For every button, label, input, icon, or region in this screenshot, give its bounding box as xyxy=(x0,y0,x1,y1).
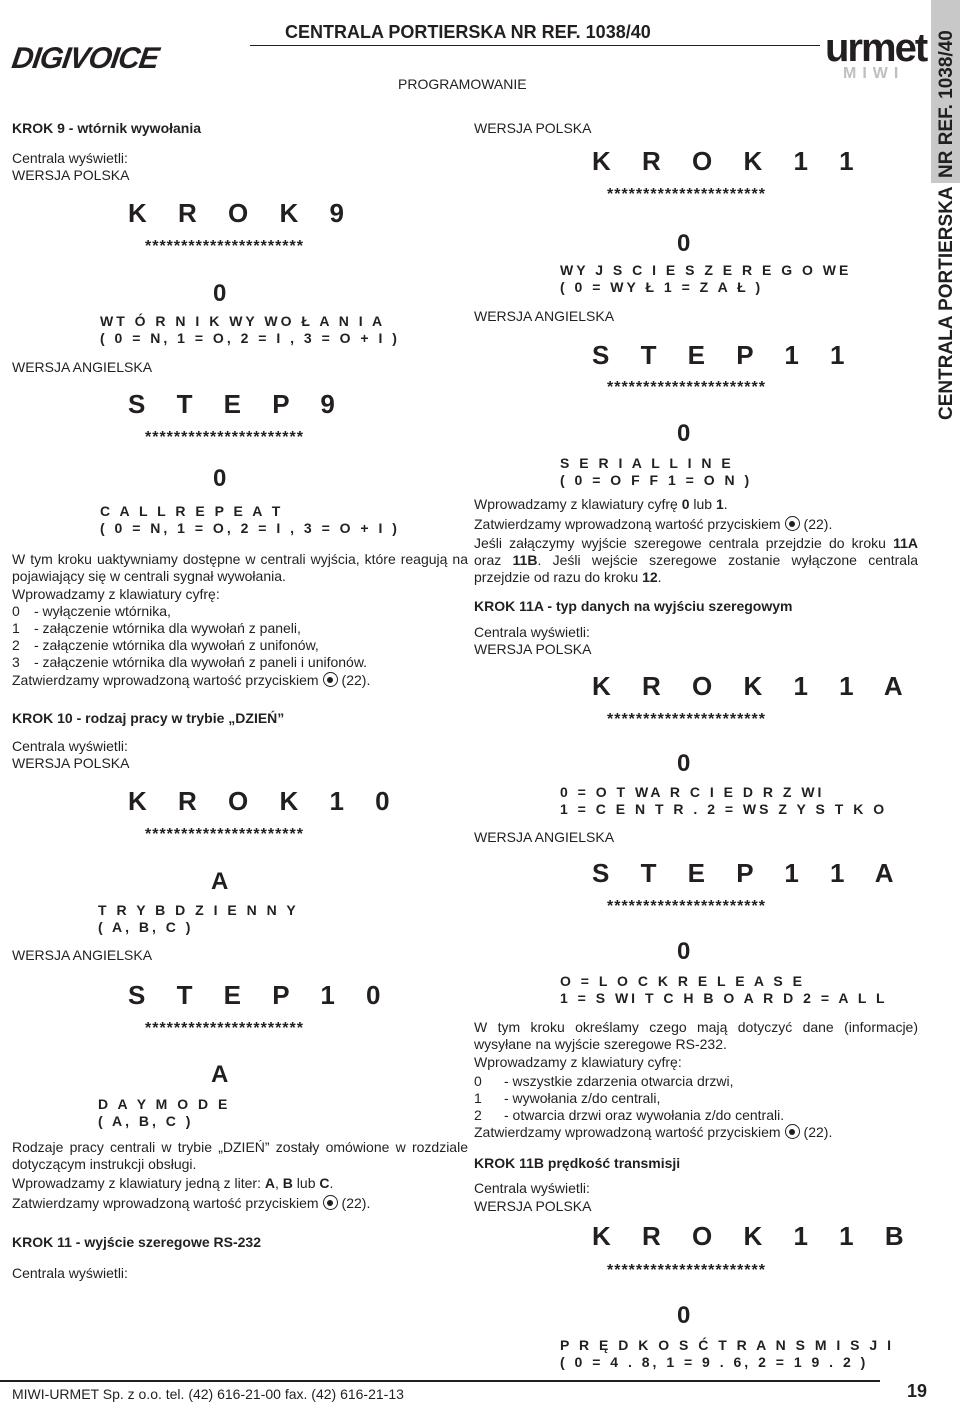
k11-desc-step-12: 12 xyxy=(642,569,658,585)
k11-enter-end: . xyxy=(723,496,728,512)
list-item xyxy=(474,1107,784,1124)
k11b-pl-line1: P R Ę D K O S Ć T R A N S M I S J I xyxy=(560,1337,894,1353)
k10-en-display-title: S T E P 1 0 xyxy=(128,980,393,1010)
k11b-display-label: Centrala wyświetli: xyxy=(474,1180,590,1196)
k11a-en-value: 0 xyxy=(677,938,691,965)
digivoice-logo: DIGIVOICE xyxy=(9,42,161,75)
confirm-text: Zatwierdzamy wprowadzoną wartość przyciskiem xyxy=(12,1195,319,1211)
confirm-button-icon xyxy=(323,672,338,687)
k9-pl-value: 0 xyxy=(213,280,227,307)
k10-pl-value: A xyxy=(211,868,229,895)
k11-desc-text-3: . Jeśli wejście szeregowe zostanie wyłączone centrala przejdzie od razu do kroku xyxy=(474,552,918,585)
list-item-number: 0 xyxy=(12,603,20,619)
k9-en-display-title: S T E P 9 xyxy=(128,389,347,419)
k10-version-pl: WERSJA POLSKA xyxy=(12,755,130,771)
list-item xyxy=(12,654,367,671)
k11-en-value: 0 xyxy=(677,420,691,447)
side-product-label: CENTRALA PORTIERSKA xyxy=(936,186,957,420)
k11-desc-step-11b: 11B xyxy=(512,552,538,568)
footer-divider xyxy=(0,1380,880,1382)
list-item xyxy=(12,603,367,620)
list-item xyxy=(474,1073,784,1090)
k10-pl-display-title: K R O K 1 0 xyxy=(128,786,402,816)
k10-en-value: A xyxy=(211,1061,229,1088)
confirm-text: Zatwierdzamy wprowadzoną wartość przyciskiem xyxy=(12,672,319,688)
list-item-text: - załączenie wtórnika dla wywołań z paneli, xyxy=(34,620,301,636)
k11-en-line1: S E R I A L L I N E xyxy=(560,455,734,471)
k9-pl-stars: ********************** xyxy=(145,238,304,255)
k9-en-value: 0 xyxy=(213,465,227,492)
k11b-pl-stars: ********************** xyxy=(607,1262,766,1279)
k11-desc-text-4: . xyxy=(657,569,662,585)
k9-version-en: WERSJA ANGIELSKA xyxy=(12,359,153,375)
k11-option-0: 0 xyxy=(681,496,690,512)
k9-heading: KROK 9 - wtórnik wywołania xyxy=(12,120,202,136)
confirm-text: Zatwierdzamy wprowadzoną wartość przyciskiem xyxy=(474,1124,781,1140)
k10-pl-line2: ( A, B, C ) xyxy=(98,919,194,935)
k11b-heading: KROK 11B prędkość transmisji xyxy=(474,1155,681,1171)
k11-desc-text-1: Jeśli załączymy wyjście szeregowe centrala przejdzie do kroku xyxy=(474,535,886,551)
side-ref-label: NR REF. 1038/40 xyxy=(936,30,957,178)
k11-version-en: WERSJA ANGIELSKA xyxy=(474,308,615,324)
k11b-pl-value: 0 xyxy=(677,1302,691,1329)
list-item xyxy=(12,620,367,637)
k10-description: Rodzaje pracy centrali w trybie „DZIEŃ” zostały omówione w rozdziale dotyczącym instrukcji obsługi. xyxy=(12,1139,468,1172)
k11-desc-text-2: oraz xyxy=(474,552,502,568)
k11a-en-display-title: S T E P 1 1 A xyxy=(592,858,906,888)
list-item-number: 2 xyxy=(474,1107,482,1123)
k10-display-label: Centrala wyświetli: xyxy=(12,738,128,754)
k11-en-stars: ********************** xyxy=(607,379,766,396)
urmet-logo xyxy=(825,26,927,84)
k11-confirm xyxy=(474,516,832,533)
k10-en-line1: D A Y M O D E xyxy=(98,1096,231,1112)
k11-version-pl: WERSJA POLSKA xyxy=(474,120,592,136)
footer-contact: MIWI-URMET Sp. z o.o. tel. (42) 616-21-00 fax. (42) 616-21-13 xyxy=(12,1386,404,1402)
page-title: CENTRALA PORTIERSKA NR REF. 1038/40 xyxy=(285,22,651,42)
k11b-pl-display-title: K R O K 1 1 B xyxy=(592,1221,916,1251)
confirm-button-icon xyxy=(785,516,800,531)
k11-pl-line1: WY J S C I E S Z E R E G O WE xyxy=(560,262,852,278)
k10-version-en: WERSJA ANGIELSKA xyxy=(12,947,153,963)
list-item-number: 3 xyxy=(12,654,20,670)
confirm-button-icon xyxy=(323,1195,338,1210)
list-item-text: - wyłączenie wtórnika, xyxy=(34,603,171,619)
list-item-number: 1 xyxy=(12,620,20,636)
list-item-number: 0 xyxy=(474,1073,482,1089)
k11a-pl-line2: 1 = C E N T R . 2 = WS Z Y S T K O xyxy=(560,801,888,817)
k11-pl-display-title: K R O K 1 1 xyxy=(592,146,866,176)
k11a-version-pl: WERSJA POLSKA xyxy=(474,641,592,657)
k11-enter-text: Wprowadzamy z klawiatury cyfrę xyxy=(474,496,678,512)
k9-pl-display-title: K R O K 9 xyxy=(128,198,356,228)
k11a-enter-instruction: Wprowadzamy z klawiatury cyfrę: xyxy=(474,1054,682,1070)
k11a-en-line2: 1 = S WI T C H B O A R D 2 = A L L xyxy=(560,990,888,1006)
k9-pl-line2: ( 0 = N, 1 = O, 2 = I , 3 = O + I ) xyxy=(100,330,400,346)
k10-en-line2: ( A, B, C ) xyxy=(98,1113,194,1129)
confirm-button-number: (22). xyxy=(341,672,371,688)
k11-en-line2: ( 0 = O F F 1 = O N ) xyxy=(560,472,753,488)
k10-enter-text: Wprowadzamy z klawiatury jedną z liter: xyxy=(12,1175,261,1191)
k11-pl-line2: ( 0 = WY Ł 1 = Z A Ł ) xyxy=(560,279,764,295)
k11-option-1: 1 xyxy=(715,496,724,512)
k11a-pl-line1: 0 = O T WA R C I E D R Z WI xyxy=(560,784,825,800)
k10-enter-or: lub xyxy=(296,1175,316,1191)
page-number: 19 xyxy=(907,1381,928,1401)
k10-pl-line1: T R Y B D Z I E N N Y xyxy=(98,902,299,918)
k11a-version-en: WERSJA ANGIELSKA xyxy=(474,829,615,845)
k10-enter-instruction xyxy=(12,1175,333,1192)
k10-en-stars: ********************** xyxy=(145,1020,304,1037)
k11a-pl-stars: ********************** xyxy=(607,711,766,728)
k10-option-b: B xyxy=(282,1175,293,1191)
k11-enter-instruction xyxy=(474,496,728,513)
confirm-button-number: (22). xyxy=(803,516,833,532)
miwi-logo-text: MIWI xyxy=(843,65,905,82)
k11b-pl-line2: ( 0 = 4 . 8, 1 = 9 . 6, 2 = 1 9 . 2 ) xyxy=(560,1354,869,1370)
k11a-display-label: Centrala wyświetli: xyxy=(474,624,590,640)
k10-enter-sep: , xyxy=(275,1175,279,1191)
k9-description: W tym kroku uaktywniamy dostępne w centrali wyjścia, które reagują na pojawiający się w centrali sygnał wywołania. xyxy=(12,551,468,584)
list-item-number: 1 xyxy=(474,1090,482,1106)
k11a-confirm xyxy=(474,1124,832,1141)
k9-options-list xyxy=(12,603,367,671)
k11-enter-or: lub xyxy=(693,496,713,512)
list-item-text: - wszystkie zdarzenia otwarcia drzwi, xyxy=(504,1073,734,1089)
k11-pl-stars: ********************** xyxy=(607,186,766,203)
k11-desc-step-11a: 11A xyxy=(893,535,919,551)
k9-en-line1: C A L L R E P E A T xyxy=(100,503,284,519)
confirm-text: Zatwierdzamy wprowadzoną wartość przyciskiem xyxy=(474,516,781,532)
k9-confirm xyxy=(12,672,370,689)
k10-enter-end: . xyxy=(329,1175,334,1191)
k10-option-a: A xyxy=(264,1175,275,1191)
k10-heading: KROK 10 - rodzaj pracy w trybie „DZIEŃ” xyxy=(12,710,285,726)
list-item-text: - załączenie wtórnika dla wywołań z paneli i unifonów. xyxy=(34,654,368,670)
k10-confirm xyxy=(12,1195,370,1212)
list-item xyxy=(474,1090,784,1107)
list-item-text: - otwarcia drzwi oraz wywołania z/do centrali. xyxy=(504,1107,785,1123)
urmet-logo-text: urmet xyxy=(825,26,927,70)
k11-en-display-title: S T E P 1 1 xyxy=(592,340,857,370)
list-item-number: 2 xyxy=(12,637,20,653)
k9-en-line2: ( 0 = N, 1 = O, 2 = I , 3 = O + I ) xyxy=(100,520,400,536)
k11a-pl-display-title: K R O K 1 1 A xyxy=(592,671,915,701)
k11a-options-list xyxy=(474,1073,784,1124)
list-item-text: - załączenie wtórnika dla wywołań z unifonów, xyxy=(34,637,319,653)
k11a-en-stars: ********************** xyxy=(607,898,766,915)
k9-pl-line1: WT Ó R N I K WY WO Ł A N I A xyxy=(100,313,386,329)
header-divider xyxy=(250,45,820,46)
k10-pl-stars: ********************** xyxy=(145,826,304,843)
k11a-heading: KROK 11A - typ danych na wyjściu szeregowym xyxy=(474,598,793,614)
k9-enter-instruction: Wprowadzamy z klawiatury cyfrę: xyxy=(12,586,220,602)
k10-option-c: C xyxy=(319,1175,330,1191)
k11b-version-pl: WERSJA POLSKA xyxy=(474,1198,592,1214)
k11-pl-value: 0 xyxy=(677,230,691,257)
k9-version-pl: WERSJA POLSKA xyxy=(12,167,130,183)
k11-display-label: Centrala wyświetli: xyxy=(12,1265,128,1281)
k11a-description: W tym kroku określamy czego mają dotyczyć dane (informacje) wysyłane na wyjście szeregowe RS-232. xyxy=(474,1019,918,1052)
list-item-text: - wywołania z/do centrali, xyxy=(504,1090,661,1106)
k9-display-label: Centrala wyświetli: xyxy=(12,150,128,166)
k11a-pl-value: 0 xyxy=(677,750,691,777)
k11a-en-line1: O = L O C K R E L E A S E xyxy=(560,973,805,989)
confirm-button-number: (22). xyxy=(341,1195,371,1211)
k11-heading: KROK 11 - wyjście szeregowe RS-232 xyxy=(12,1234,261,1250)
k9-en-stars: ********************** xyxy=(145,429,304,446)
k11-description xyxy=(474,535,918,586)
confirm-button-icon xyxy=(785,1124,800,1139)
page-subtitle: PROGRAMOWANIE xyxy=(398,76,527,92)
confirm-button-number: (22). xyxy=(803,1124,833,1140)
list-item xyxy=(12,637,367,654)
